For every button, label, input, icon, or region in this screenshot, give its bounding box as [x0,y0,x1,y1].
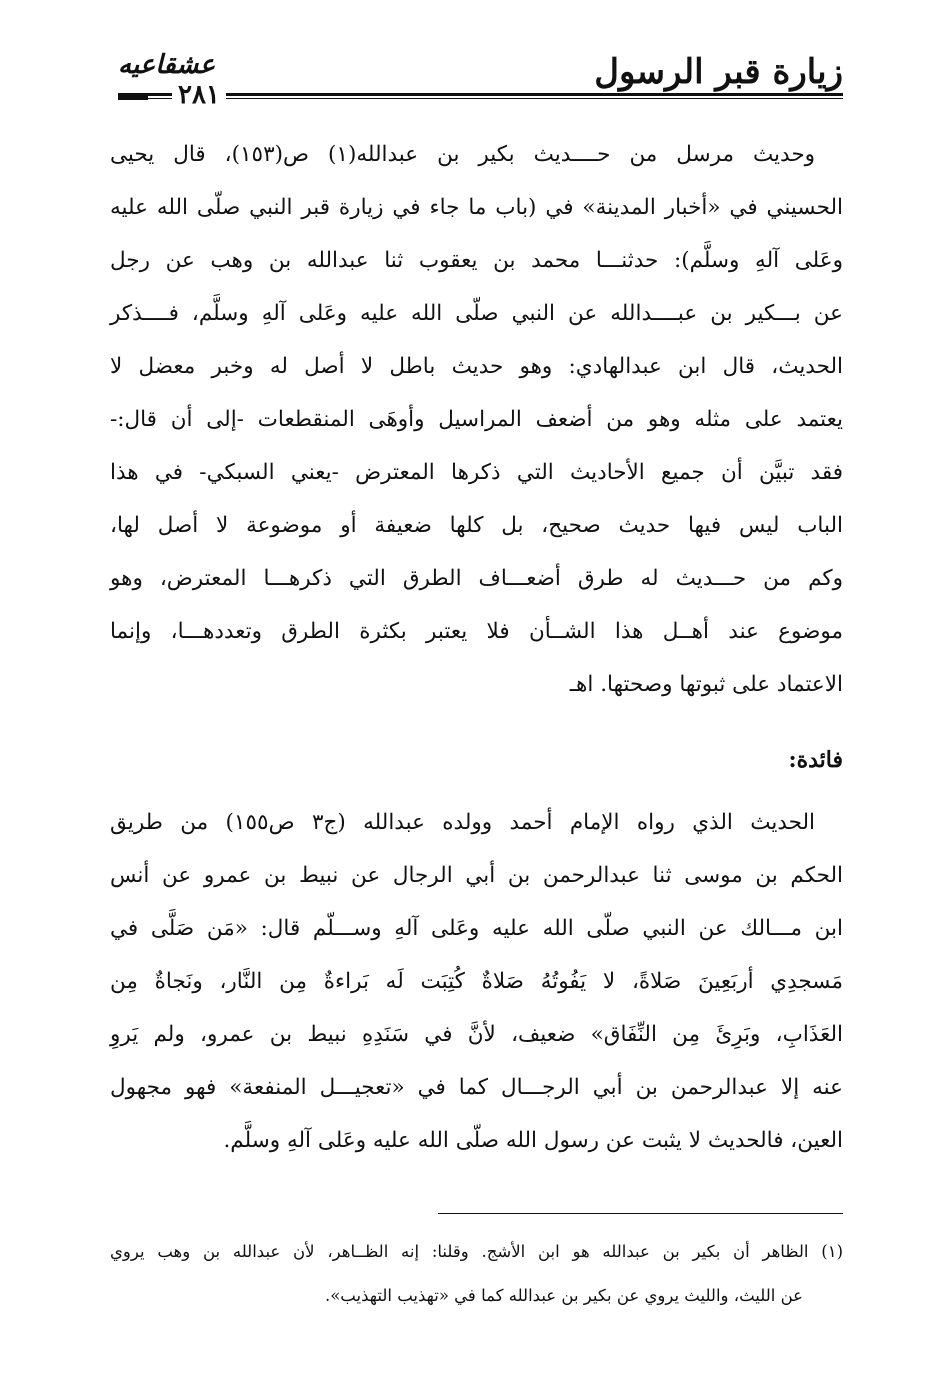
text-line: فقد تبيَّن أن جميع الأحاديث التي ذكرها المعترض -يعني السبكي- في هذا [110,460,843,485]
header-rule [118,93,843,96]
text-line: موضوع عند أهــل هذا الشــأن فلا يعتبر بكثرة الطرق وتعددهـــا، وإنما [110,619,843,644]
text-line: وحديث مرسل من حــــديث بكير بن عبدالله(١) ص(١٥٣)، قال يحيى [110,142,816,167]
text-line: الحكم بن موسى ثنا عبدالرحمن بن أبي الرجال عن نبيط بن عمرو عن أنس [110,863,843,888]
text-line: الحديث، قال ابن عبدالهادي: وهو حديث باطل لا أصل له وخبر معضل لا [110,354,843,379]
footnote-line: (١) الظاهر أن بكير بن عبدالله هو ابن الأشج. وقلنا: إنه الظــاهر، لأن عبدالله بن وهب يروي [110,1242,843,1261]
text-line: العين، فالحديث لا يثبت عن رسول الله صلّى الله عليه وعَلى آلهِ وسلَّم. [223,1128,843,1153]
running-title: زيارة قبر الرسول [594,52,843,92]
paragraph-hadith-mursal [110,128,843,711]
paragraph-faida [110,796,843,1167]
footnote [110,1230,843,1318]
text-line: الحسيني في «أخبار المدينة» في (باب ما جاء في زيارة قبر النبي صلّى الله عليه [110,195,843,220]
text-line: الحديث الذي رواه الإمام أحمد وولده عبدالله (ج٣ ص١٥٥) من طريق [110,810,815,835]
section-heading: فائدة: [788,747,843,773]
text-line: عن بـــكير بن عبــــدالله عن النبي صلّى الله عليه وعَلى آلهِ وسلَّم، فــــذكر [110,301,843,326]
footnote-line: عن الليث، والليث يروي عن بكير بن عبدالله كما في «تهذيب التهذيب». [324,1286,803,1305]
text-line: الباب ليس فيها حديث صحيح، بل كلها ضعيفة أو موضوعة لا أصل لها، [110,513,843,538]
header-rule-thin [118,98,843,99]
text-line: الاعتماد على ثبوتها وصحتها. اهـ [569,672,843,697]
header-dash [118,96,148,100]
series-logo: عشقاعيه [118,50,216,80]
text-line: ابن مـــالك عن النبي صلّى الله عليه وعَلى آلهِ وســـلّم قال: «مَن صَلَّى في [110,916,843,941]
text-line: عنه إلا عبدالرحمن بن أبي الرجـــال كما في «تعجيـــل المنفعة» فهو مجهول [110,1075,843,1100]
text-line: مَسجدِي أربَعِينَ صَلاةً، لا يَفُوتُهُ صَلاةٌ كُتِبَت لَه بَراءةٌ مِن النَّار، ونَجاةٌ مِن [110,969,843,994]
text-line: يعتمد على مثله وهو من أضعف المراسيل وأوهَى المنقطعات -إلى أن قال:- [110,407,843,432]
text-line: وعَلى آلهِ وسلَّم): حدثنـــا محمد بن يعقوب ثنا عبدالله بن وهب عن رجل [110,248,843,273]
footnote-rule [438,1213,843,1214]
text-line: العَذَابِ، وبَرِئَ مِن النِّفَاق» ضعيف، لأنَّ في سَنَدِهِ نبيط بن عمرو، ولم يَروِ [110,1022,843,1047]
page-number: ٢٨١ [172,80,226,110]
faida-section [110,730,843,790]
text-line: وكم من حـــديث له طرق أضعـــاف الطرق التي ذكرهـــا المعترض، وهو [110,566,843,591]
